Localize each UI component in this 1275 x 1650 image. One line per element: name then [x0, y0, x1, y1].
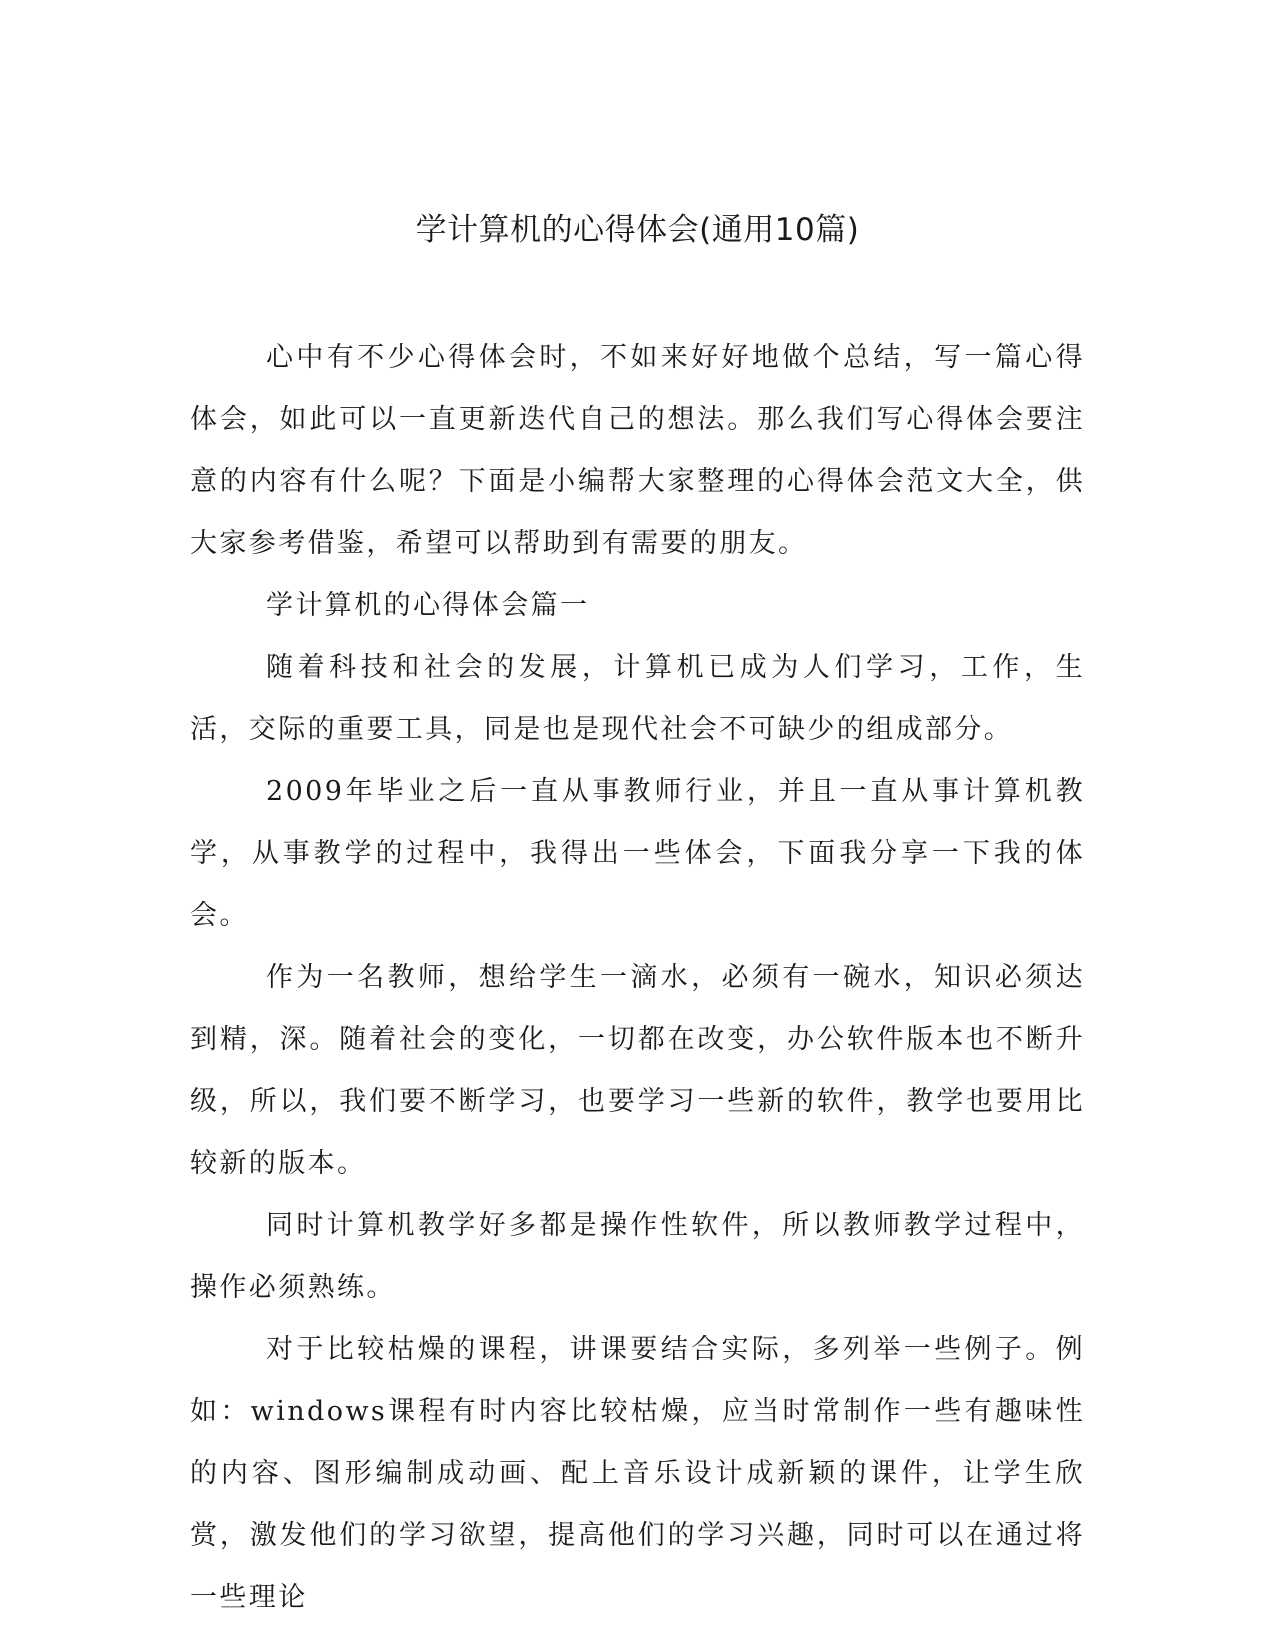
paragraph: 对于比较枯燥的课程，讲课要结合实际，多列举一些例子。例如：windows课程有时内容比较枯燥，应当时常制作一些有趣味性的内容、图形编制成动画、配上音乐设计成新颖的课件，让学生欣赏，激发他们的学习欲望，提高他们的学习兴趣，同时可以在通过将一些理论: [190, 1334, 1085, 1613]
paragraph: 同时计算机教学好多都是操作性软件，所以教师教学过程中，操作必须熟练。: [190, 1210, 1085, 1303]
paragraph: 随着科技和社会的发展，计算机已成为人们学习，工作，生活，交际的重要工具，同是也是现代社会不可缺少的组成部分。: [190, 652, 1085, 745]
document-body: [190, 327, 1085, 1629]
document-title: 学计算机的心得体会(通用10篇): [415, 212, 860, 248]
paragraph: 作为一名教师，想给学生一滴水，必须有一碗水，知识必须达到精，深。随着社会的变化，一切都在改变，办公软件版本也不断升级，所以，我们要不断学习，也要学习一些新的软件，教学也要用比较新的版本。: [190, 962, 1085, 1179]
paragraph: 2009年毕业之后一直从事教师行业，并且一直从事计算机教学，从事教学的过程中，我得出一些体会，下面我分享一下我的体会。: [190, 776, 1085, 931]
section-heading: 学计算机的心得体会篇一: [266, 590, 590, 621]
paragraph-intro: 心中有不少心得体会时，不如来好好地做个总结，写一篇心得体会，如此可以一直更新迭代自己的想法。那么我们写心得体会要注意的内容有什么呢？下面是小编帮大家整理的心得体会范文大全，供大家参考借鉴，希望可以帮助到有需要的朋友。: [190, 342, 1085, 559]
